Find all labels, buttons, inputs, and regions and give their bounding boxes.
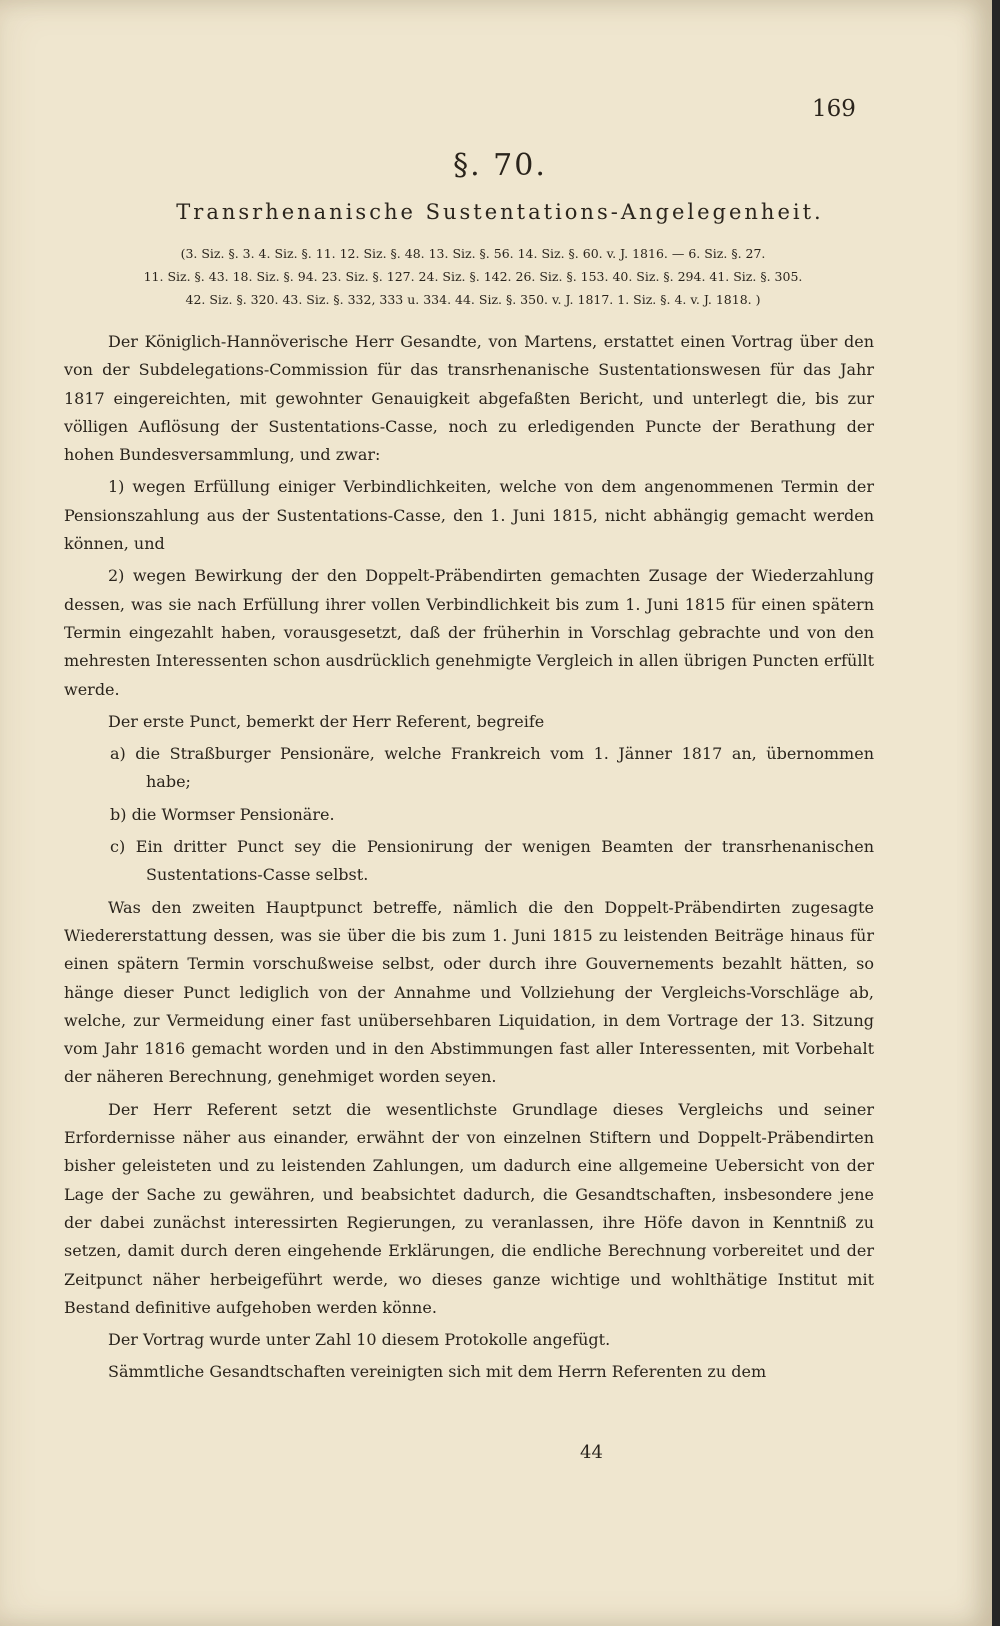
paragraph: Der Vortrag wurde unter Zahl 10 diesem Protokolle angefügt. bbox=[108, 1330, 611, 1350]
paragraph: Sämmtliche Gesandtschaften vereinigten sich mit dem Herrn Referenten zu dem bbox=[108, 1362, 767, 1382]
body-text bbox=[64, 328, 874, 1391]
section-heading: §. 70. bbox=[453, 148, 547, 183]
numbered-item: 1) wegen Erfüllung einiger Verbindlichkeiten, welche von dem angenommenen Termin der Pensionszahlung aus der Sustentations-Casse, den 1. Juni 1815, nicht abhängig gemacht werden können, und bbox=[64, 477, 874, 554]
page-number: 169 bbox=[812, 96, 856, 122]
section-title: Transrhenanische Sustentations-Angelegenheit. bbox=[176, 200, 824, 224]
printer-signature: 44 bbox=[580, 1442, 603, 1463]
sub-item: a) die Straßburger Pensionäre, welche Frankreich vom 1. Jänner 1817 an, übernommen habe; bbox=[110, 744, 874, 792]
numbered-item: 2) wegen Bewirkung der den Doppelt-Präbendirten gemachten Zusage der Wiederzahlung dessen, was sie nach Erfüllung ihrer vollen Verbindlichkeit bis zum 1. Juni 1815 für einen spätern Termin eingezahlt haben, vorausgesetzt, daß der früherhin in Vorschlag gebrachte und von den mehresten Interessenten schon ausdrücklich genehmigte Vergleich in allen übrigen Puncten erfüllt werde. bbox=[64, 566, 874, 699]
reference-line: 42. Siz. §. 320. 43. Siz. §. 332, 333 u. 334. 44. Siz. §. 350. v. J. 1817. 1. Siz. §. 4. v. J. 1818. ) bbox=[185, 292, 761, 307]
page-edge bbox=[992, 0, 1000, 1626]
reference-line: 11. Siz. §. 43. 18. Siz. §. 94. 23. Siz. §. 127. 24. Siz. §. 142. 26. Siz. §. 153. 40. Siz. §. 294. 41. Siz. §. 305. bbox=[143, 269, 803, 284]
sub-item: c) Ein dritter Punct sey die Pensionirung der wenigen Beamten der transrhenanischen Sustentations-Casse selbst. bbox=[110, 837, 874, 885]
paragraph: Was den zweiten Hauptpunct betreffe, nämlich die den Doppelt-Präbendirten zugesagte Wiedererstattung dessen, was sie über die bis zum 1. Juni 1815 zu leistenden Beiträge hinaus für einen spätern Termin vorschußweise selbst, oder durch ihre Gouvernements bezahlt hätten, so hänge dieser Punct lediglich von der Annahme und Vollziehung der Vergleichs-Vorschläge ab, welche, zur Vermeidung einer fast unübersehbaren Liquidation, in dem Vortrage der 13. Sitzung vom Jahr 1816 gemacht worden und in den Abstimmungen fast aller Interessenten, mit Vorbehalt der näheren Berechnung, genehmiget worden seyen. bbox=[64, 897, 874, 1087]
paragraph: Der erste Punct, bemerkt der Herr Referent, begreife bbox=[108, 711, 545, 731]
reference-line: (3. Siz. §. 3. 4. Siz. §. 11. 12. Siz. §. 48. 13. Siz. §. 56. 14. Siz. §. 60. v. J. 1816. — 6. Siz. §. 27. bbox=[180, 246, 766, 261]
paragraph: Der Königlich-Hannöverische Herr Gesandte, von Martens, erstattet einen Vortrag über den von der Subdelegations-Commission für das transrhenanische Sustentationswesen für das Jahr 1817 eingereichten, mit gewohnter Genauigkeit abgefaßten Bericht, und unterlegt die, bis zur völligen Auflösung der Sustentations-Casse, noch zu erledigenden Puncte der Berathung der hohen Bundesversammlung, und zwar: bbox=[64, 332, 874, 465]
sub-item: b) die Wormser Pensionäre. bbox=[110, 804, 335, 824]
session-references bbox=[62, 242, 884, 311]
paragraph: Der Herr Referent setzt die wesentlichste Grundlage dieses Vergleichs und seiner Erfordernisse näher aus einander, erwähnt der von einzelnen Stiftern und Doppelt-Präbendirten bisher geleisteten und zu leistenden Zahlungen, um dadurch eine allgemeine Uebersicht von der Lage der Sache zu gewähren, und beabsichtet dadurch, die Gesandtschaften, insbesondere jene der dabei zunächst interessirten Regierungen, zu veranlassen, ihre Höfe davon in Kenntniß zu setzen, damit durch deren eingehende Erklärungen, die endliche Berechnung vorbereitet und der Zeitpunct näher herbeigeführt werde, wo dieses ganze wichtige und wohlthätige Institut mit Bestand definitive aufgehoben werden könne. bbox=[64, 1099, 874, 1317]
